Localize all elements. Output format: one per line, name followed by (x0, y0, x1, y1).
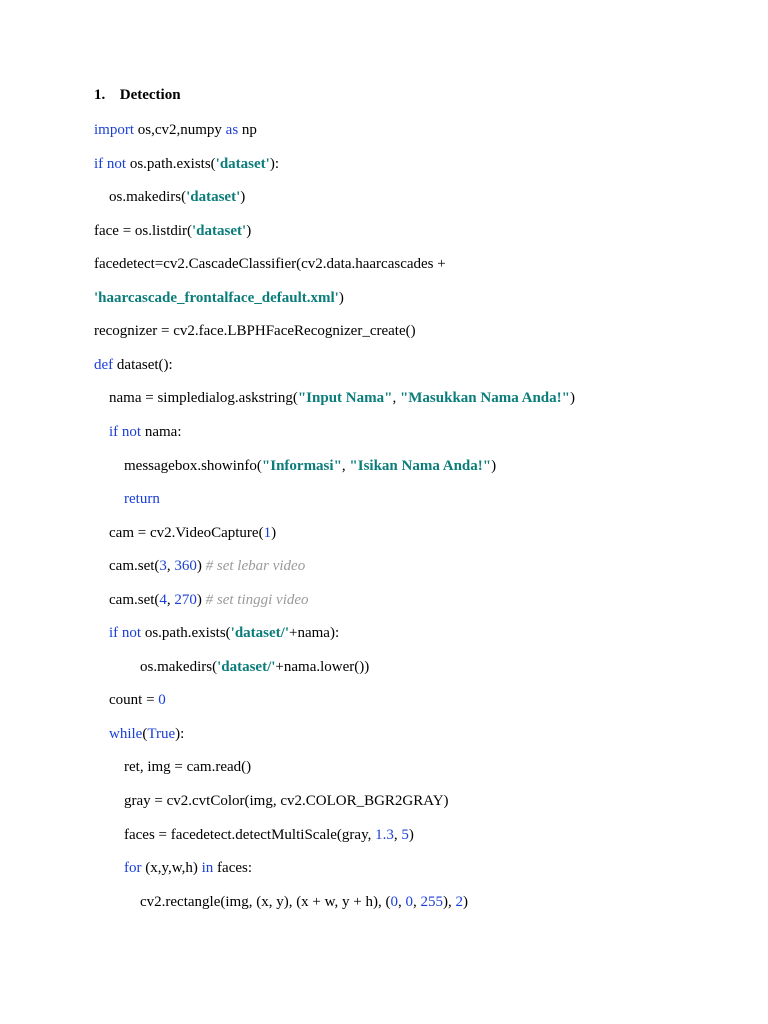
code-token: "Masukkan Nama Anda!" (399, 390, 570, 407)
code-line (124, 858, 252, 878)
code-token: ) (196, 591, 206, 608)
code-token: , (392, 390, 400, 407)
code-token: if not (94, 155, 127, 172)
code-token: while (109, 725, 143, 742)
code-line (109, 422, 182, 442)
code-token: ) (271, 524, 277, 541)
code-token: if not (109, 423, 142, 440)
code-line (94, 321, 416, 341)
code-line (94, 355, 173, 375)
code-token: def (94, 356, 114, 373)
code-token: in (201, 860, 214, 877)
code-line (124, 757, 251, 777)
section-heading (94, 87, 181, 104)
code-token: os.makedirs( (109, 189, 187, 206)
code-line (124, 791, 449, 811)
code-line (94, 254, 446, 274)
code-token: ) (246, 222, 252, 239)
code-token: , (412, 893, 421, 910)
code-token: ) (569, 390, 575, 407)
code-token: , (393, 826, 402, 843)
code-token: messagebox.showinfo( (124, 457, 262, 474)
code-token: ) (196, 558, 206, 575)
code-token: ): (175, 725, 185, 742)
code-token: np (238, 122, 257, 138)
code-token: "Informasi" (261, 457, 342, 474)
code-token: nama = simpledialog.askstring( (109, 390, 298, 407)
code-token: ( (142, 725, 148, 742)
code-token: 0 (390, 893, 398, 910)
code-token: , (166, 558, 175, 575)
code-token: , (397, 893, 406, 910)
code-token: 0 (405, 893, 413, 910)
code-token: faces = facedetect.detectMultiScale(gray, (124, 826, 376, 843)
code-token: 'dataset' (192, 222, 247, 239)
code-token: "Isikan Nama Anda!" (349, 457, 492, 474)
code-token: return (124, 491, 160, 508)
code-token: "Input Nama" (297, 390, 393, 407)
code-token: 1 (263, 524, 272, 541)
code-token: # set tinggi video (205, 591, 309, 608)
code-line (109, 590, 309, 610)
code-token: 360 (174, 558, 197, 575)
code-token: , (341, 457, 350, 474)
code-token: nama: (141, 423, 182, 440)
code-token: 270 (174, 591, 197, 608)
code-token: , (166, 591, 175, 608)
code-token: 0 (158, 692, 166, 709)
code-line (140, 657, 369, 677)
code-line (109, 724, 184, 744)
code-line (109, 388, 575, 408)
code-line (124, 489, 160, 509)
code-line (94, 154, 279, 174)
code-line (94, 288, 344, 308)
code-token: os.path.exists( (126, 155, 216, 172)
code-token: 'dataset/' (217, 658, 276, 675)
section-number: 1. (94, 87, 106, 103)
code-token: +nama): (289, 625, 340, 642)
code-token: recognizer = cv2.face.LBPHFaceRecognizer_create() (94, 323, 416, 340)
code-token: 1.3 (375, 826, 394, 843)
code-token: ) (240, 189, 246, 206)
code-token: ) (462, 893, 468, 910)
code-token: 'dataset' (215, 155, 270, 172)
code-token: import (94, 122, 134, 138)
code-line (109, 690, 166, 710)
code-line (94, 221, 251, 241)
code-token: ) (338, 289, 344, 306)
code-token: faces: (213, 860, 253, 877)
code-token: 255 (420, 893, 443, 910)
code-token: cam.set( (109, 558, 160, 575)
code-line (109, 187, 245, 207)
code-token: cam = cv2.VideoCapture( (109, 524, 264, 541)
code-token: face = os.listdir( (94, 222, 193, 239)
code-token: for (124, 860, 142, 877)
code-token: 'dataset' (186, 189, 241, 206)
code-token: 2 (455, 893, 463, 910)
code-token: 3 (159, 558, 167, 575)
code-token: +nama.lower()) (275, 658, 370, 675)
code-token: os.path.exists( (141, 625, 231, 642)
code-token: 5 (401, 826, 409, 843)
code-token: # set lebar video (205, 558, 306, 575)
code-line (94, 120, 257, 140)
code-token: ) (491, 457, 497, 474)
code-token: ): (269, 155, 280, 172)
code-token: facedetect=cv2.CascadeClassifier(cv2.data.haarcascades + (94, 256, 446, 273)
code-token: as (225, 122, 239, 138)
code-token: gray = cv2.cvtColor(img, cv2.COLOR_BGR2GRAY) (124, 793, 449, 809)
code-line (109, 623, 339, 643)
code-token: count = (109, 692, 159, 709)
code-token: ), (442, 893, 456, 910)
code-token: cam.set( (109, 591, 160, 608)
code-line (124, 825, 414, 845)
section-title: Detection (119, 87, 181, 103)
code-line (109, 523, 276, 543)
code-token: True (147, 725, 176, 742)
code-token: cv2.rectangle(img, (x, y), (x + w, y + h), ( (140, 893, 391, 910)
code-line (124, 456, 496, 476)
code-token: if not (109, 625, 142, 642)
code-token: (x,y,w,h) (141, 860, 202, 877)
code-token: 'haarcascade_frontalface_default.xml' (94, 289, 339, 306)
code-token: 'dataset/' (230, 625, 290, 642)
code-line (109, 556, 305, 576)
code-token: os.makedirs( (140, 658, 218, 675)
code-token: os,cv2,numpy (134, 122, 226, 138)
code-line (140, 892, 468, 912)
code-token: 4 (159, 591, 167, 608)
code-token: ) (408, 826, 414, 843)
code-token: dataset(): (113, 356, 173, 373)
code-token: ret, img = cam.read() (124, 759, 252, 776)
